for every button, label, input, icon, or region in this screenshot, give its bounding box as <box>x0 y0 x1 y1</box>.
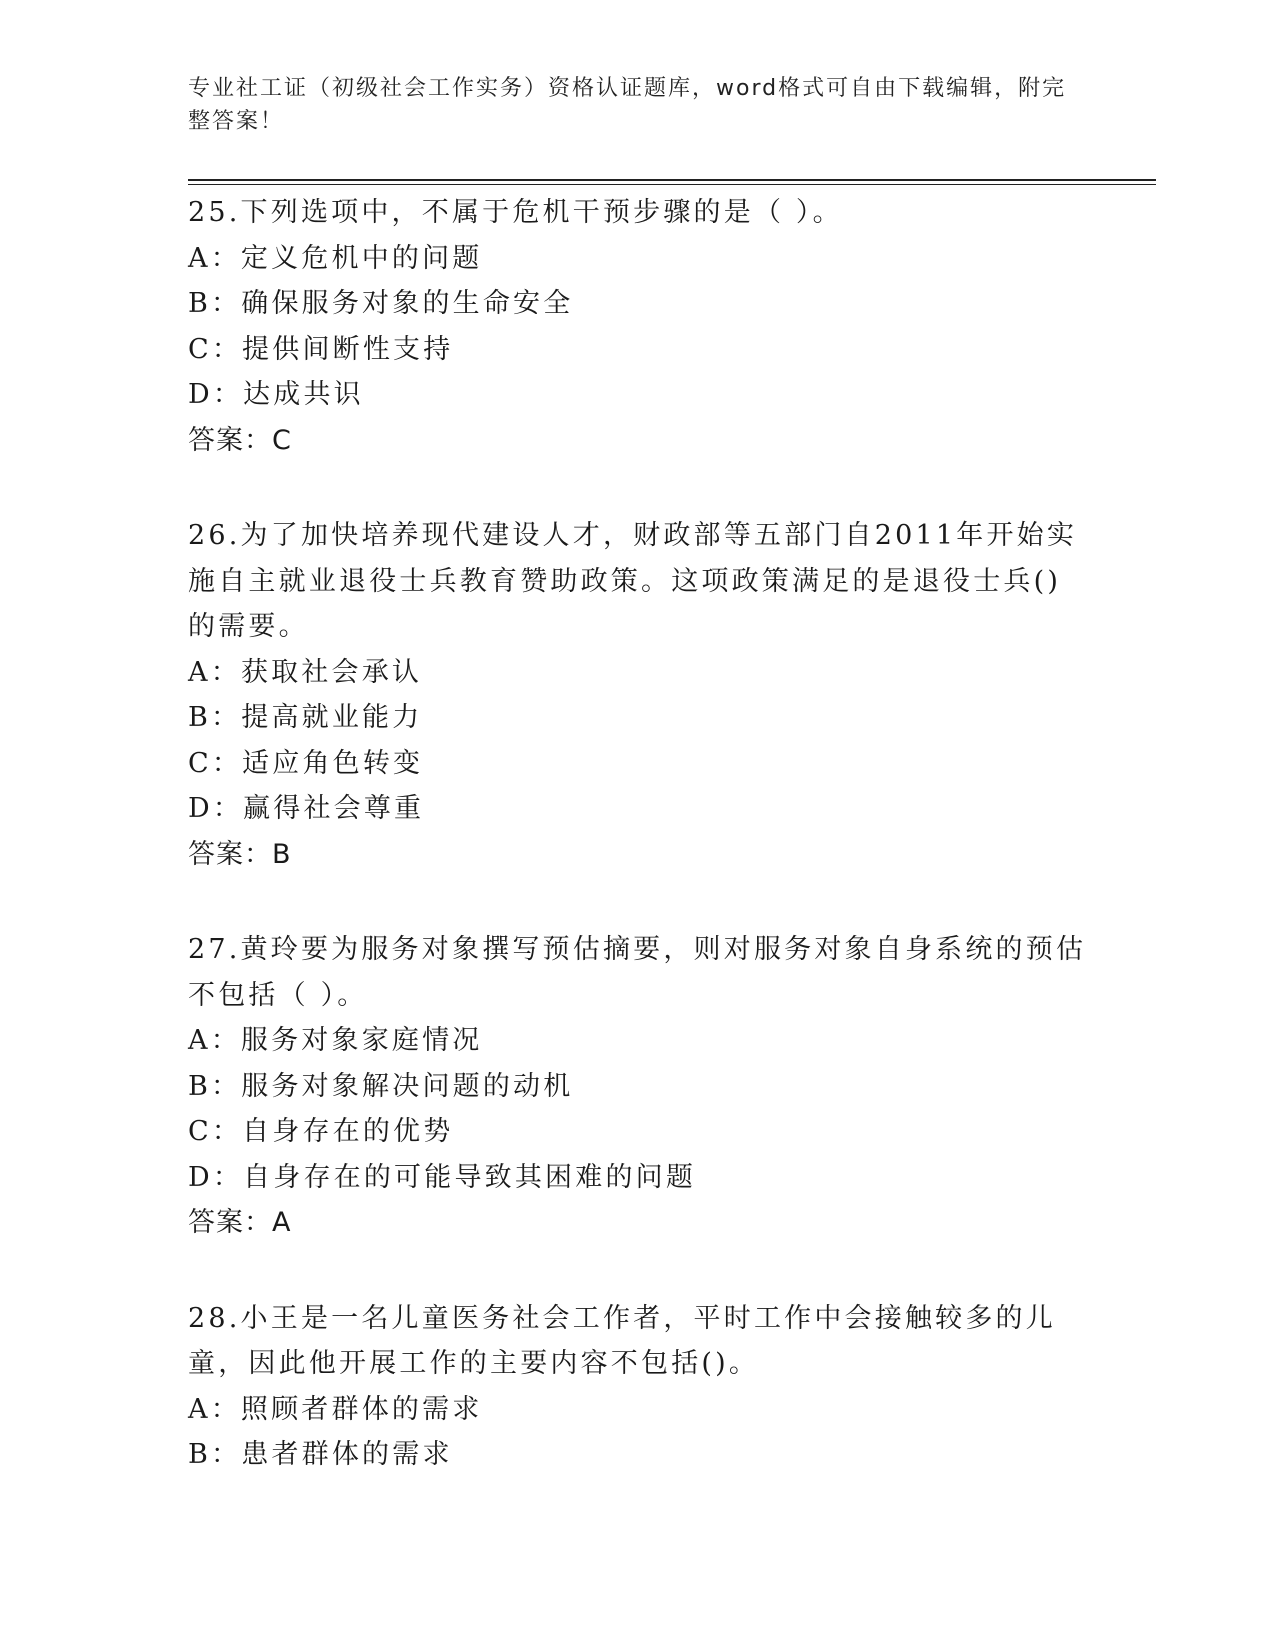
option-c: C：适应角色转变 <box>188 747 424 779</box>
header-divider <box>188 179 1156 181</box>
page-header: 专业社工证（初级社会工作实务）资格认证题库，word格式可自由下载编辑，附完整答案！ <box>188 76 1067 134</box>
answer-text: 答案：B <box>188 838 292 870</box>
option-c: C：提供间断性支持 <box>188 333 454 365</box>
option-a: A：获取社会承认 <box>188 656 423 688</box>
option-b: B：患者群体的需求 <box>188 1439 453 1470</box>
question-text: 27.黄玲要为服务对象撰写预估摘要，则对服务对象自身系统的预估不包括（ ）。 <box>188 934 1087 1011</box>
option-a: A：服务对象家庭情况 <box>188 1025 483 1056</box>
answer-text: 答案：C <box>188 424 292 456</box>
question-text: 26.为了加快培养现代建设人才，财政部等五部门自2011年开始实施自主就业退役士兵教育赞助政策。这项政策满足的是退役士兵()的需要。 <box>188 520 1078 642</box>
question-27 <box>188 925 1088 1246</box>
question-text: 28.小王是一名儿童医务社会工作者，平时工作中会接触较多的儿童，因此他开展工作的主要内容不包括()。 <box>188 1302 1056 1379</box>
header-divider-thin <box>188 184 1156 185</box>
option-b: B：提高就业能力 <box>188 702 423 733</box>
option-d: D：自身存在的可能导致其困难的问题 <box>188 1161 697 1193</box>
option-b: B：服务对象解决问题的动机 <box>188 1070 574 1102</box>
option-c: C：自身存在的优势 <box>188 1116 454 1147</box>
answer-text: 答案：A <box>188 1207 292 1238</box>
option-a: A：定义危机中的问题 <box>188 242 483 274</box>
question-text: 25.下列选项中，不属于危机干预步骤的是（ ）。 <box>188 197 843 228</box>
option-d: D：达成共识 <box>188 379 364 410</box>
option-d: D：赢得社会尊重 <box>188 793 425 824</box>
question-28 <box>188 1294 1088 1478</box>
option-b: B：确保服务对象的生命安全 <box>188 288 574 319</box>
option-a: A：照顾者群体的需求 <box>188 1393 483 1425</box>
question-26 <box>188 511 1088 877</box>
question-25 <box>188 188 1088 463</box>
question-list <box>188 188 1088 1526</box>
